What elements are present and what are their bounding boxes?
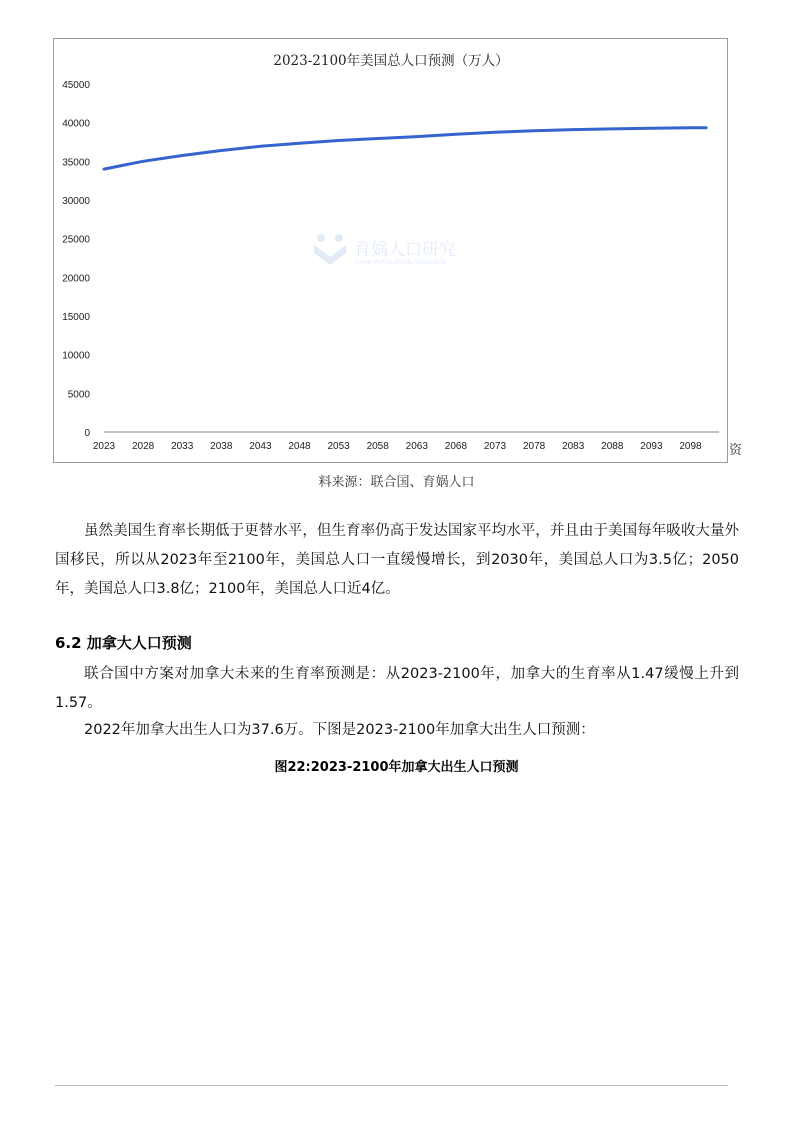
x-tick-label: 2098 [679,441,702,452]
y-tick-label: 30000 [62,196,90,207]
section-heading-canada: 6.2 加拿大人口预测 [55,634,192,652]
y-tick-label: 5000 [67,389,90,401]
y-tick-label: 40000 [62,118,90,130]
figure-caption: 图22:2023-2100年加拿大出生人口预测 [274,760,519,775]
source-note: 料来源：联合国、育娲人口 [318,475,475,490]
x-tick-label: 2033 [171,441,194,452]
paragraph-canada-births: 2022年加拿大出生人口为37.6万。下图是2023-2100年加拿大出生人口预测： [84,722,595,738]
x-tick-label: 2058 [366,441,389,452]
x-tick-label: 2083 [562,441,585,452]
x-tick-label: 2073 [483,441,507,452]
watermark-logo-icon [312,233,348,267]
y-tick-label: 35000 [62,157,90,169]
paragraph-us-population: 虽然美国生育率长期低于更替水平，但生育率仍高于发达国家平均水平，并且由于美国每年吸收大量外国移民，所以从2023年至2100年，美国总人口一直缓慢增长，到2030年，美国总人口为3.5亿；2050年，美国总人口3.8亿；2100年，美国总人口近4亿。 [55,523,739,597]
x-tick-label: 2063 [405,441,428,452]
x-tick-label: 2088 [601,441,624,452]
watermark-subtext: YUWA POPULATION RESEARCH [354,259,446,266]
x-tick-label: 2053 [327,441,350,452]
series-line-0 [104,128,706,169]
x-tick-label: 2038 [210,441,233,452]
y-tick-label: 25000 [62,234,90,246]
watermark-text: 育娲人口研究 [354,240,456,260]
x-tick-label: 2068 [444,441,468,452]
x-tick-label: 2078 [522,441,546,452]
x-tick-label: 2028 [131,441,155,452]
y-tick-label: 10000 [62,350,90,362]
side-char: 资 [729,443,743,458]
x-tick-label: 2093 [640,441,663,452]
y-tick-label: 20000 [62,273,90,285]
x-tick-label: 2023 [92,441,116,452]
footer-divider [55,1085,728,1086]
y-tick-label: 15000 [62,312,90,323]
paragraph-canada-fertility: 联合国中方案对加拿大未来的生育率预测是：从2023-2100年，加拿大的生育率从1.47缓慢上升到1.57。 [55,666,739,711]
us-population-chart [53,38,728,463]
y-tick-label: 45000 [62,80,90,91]
y-tick-label: 0 [84,428,90,439]
chart-title: 2023-2100年美国总人口预测（万人） [273,53,509,69]
x-tick-label: 2043 [249,441,272,452]
watermark [312,233,492,275]
x-tick-label: 2048 [288,441,311,452]
